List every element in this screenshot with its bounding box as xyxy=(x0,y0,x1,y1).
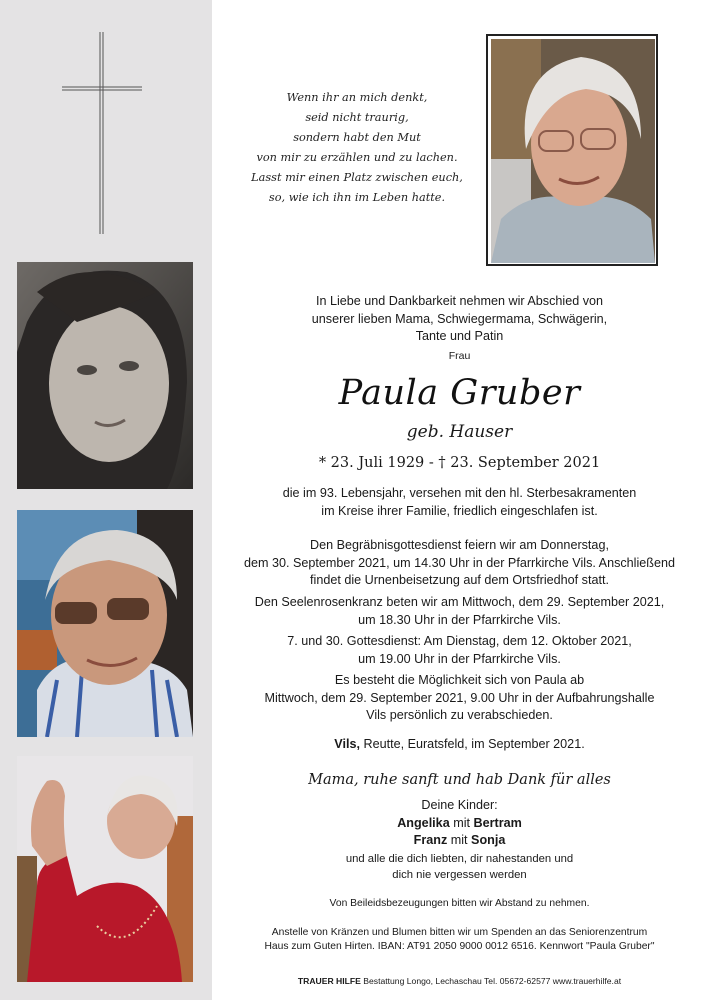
viewing-text xyxy=(212,672,707,725)
photo-with-sunglasses xyxy=(17,510,193,737)
main-content xyxy=(212,0,707,1000)
condolence-note: Von Beileidsbezeugungen bitten wir Abstand zu nehmen. xyxy=(329,898,590,909)
loved-ones-text xyxy=(212,851,707,883)
child-pair xyxy=(212,832,707,850)
children-block xyxy=(212,797,707,850)
poem-line: Wenn ihr an mich denkt, xyxy=(286,91,428,104)
child-name: Angelika xyxy=(397,815,450,830)
text-line: im Kreise ihrer Familie, friedlich eingeschlafen ist. xyxy=(321,503,598,518)
text-line: dem 30. September 2021, um 14.30 Uhr in der Pfarrkirche Vils. Anschließend xyxy=(244,555,675,570)
place-bold: Vils, xyxy=(334,737,360,751)
text-line: um 19.00 Uhr in der Pfarrkirche Vils. xyxy=(358,651,561,666)
footer-contact: Bestattung Longo, Lechaschau Tel. 05672-62577 www.trauerhilfe.at xyxy=(360,976,622,986)
child-conj: mit xyxy=(447,833,472,847)
intro-line: unserer lieben Mama, Schwiegermama, Schwägerin, xyxy=(311,311,608,326)
donations-note xyxy=(212,926,707,954)
place-date xyxy=(212,736,707,753)
child-name: Franz xyxy=(413,833,448,847)
deceased-name: Paula Gruber xyxy=(338,373,581,413)
text-line: Es besteht die Möglichkeit sich von Paula ab xyxy=(334,673,585,687)
sacraments-text xyxy=(212,485,707,520)
text-line: die im 93. Lebensjahr, versehen mit den hl. Sterbesakramenten xyxy=(282,486,637,500)
text-line: 7. und 30. Gottesdienst: Am Dienstag, dem 12. Oktober 2021, xyxy=(287,634,632,648)
maiden-name: geb. Hauser xyxy=(406,422,513,442)
photo-waving xyxy=(17,756,193,982)
intro-line: In Liebe und Dankbarkeit nehmen wir Abschied von xyxy=(315,294,604,308)
salutation: Frau xyxy=(448,350,471,362)
place-rest: Reutte, Euratsfeld, im September 2021. xyxy=(359,737,585,751)
intro-text xyxy=(212,293,707,346)
sidebar xyxy=(0,0,212,1000)
text-line: Haus zum Guten Hirten. IBAN: AT91 2050 9000 0012 6516. Kennwort "Paula Gruber" xyxy=(264,941,655,952)
poem-line: Lasst mir einen Platz zwischen euch, xyxy=(251,171,463,184)
life-dates: * 23. Juli 1929 - † 23. September 2021 xyxy=(318,455,601,471)
mass-text xyxy=(212,633,707,668)
child-partner: Sonja xyxy=(471,833,506,847)
footer xyxy=(212,975,707,987)
poem-line: seid nicht traurig, xyxy=(305,111,409,124)
photo-young-portrait xyxy=(17,262,193,489)
poem-line: so, wie ich ihn im Leben hatte. xyxy=(268,191,446,204)
intro-line: Tante und Patin xyxy=(415,329,504,343)
text-line: und alle die dich liebten, dir nahestanden und xyxy=(345,853,574,865)
child-partner: Bertram xyxy=(473,815,522,830)
poem-line: sondern habt den Mut xyxy=(293,131,421,144)
text-line: findet die Urnenbeisetzung auf dem Ortsfriedhof statt. xyxy=(310,573,609,587)
footer-brand: TRAUER HILFE xyxy=(297,976,361,986)
poem-line: von mir zu erzählen und zu lachen. xyxy=(256,151,458,164)
text-line: Anstelle von Kränzen und Blumen bitten wir um Spenden an das Seniorenzentrum xyxy=(271,927,648,938)
rosary-text xyxy=(212,594,707,629)
cross-icon xyxy=(60,30,144,236)
text-line: um 18.30 Uhr in der Pfarrkirche Vils. xyxy=(358,612,561,627)
text-line: Den Seelenrosenkranz beten wir am Mittwoch, dem 29. September 2021, xyxy=(254,595,665,609)
text-line: Mittwoch, dem 29. September 2021, 9.00 Uhr in der Aufbahrungshalle xyxy=(264,690,655,705)
text-line: dich nie vergessen werden xyxy=(392,869,527,881)
text-line: Den Begräbnisgottesdienst feiern wir am Donnerstag, xyxy=(310,538,609,552)
child-conj: mit xyxy=(449,815,474,830)
children-title: Deine Kinder: xyxy=(421,798,498,812)
poem xyxy=(232,88,482,208)
text-line: Vils persönlich zu verabschieden. xyxy=(366,708,553,722)
farewell-line: Mama, ruhe sanft und hab Dank für alles xyxy=(308,772,611,788)
funeral-text xyxy=(212,537,707,590)
child-pair xyxy=(212,815,707,833)
